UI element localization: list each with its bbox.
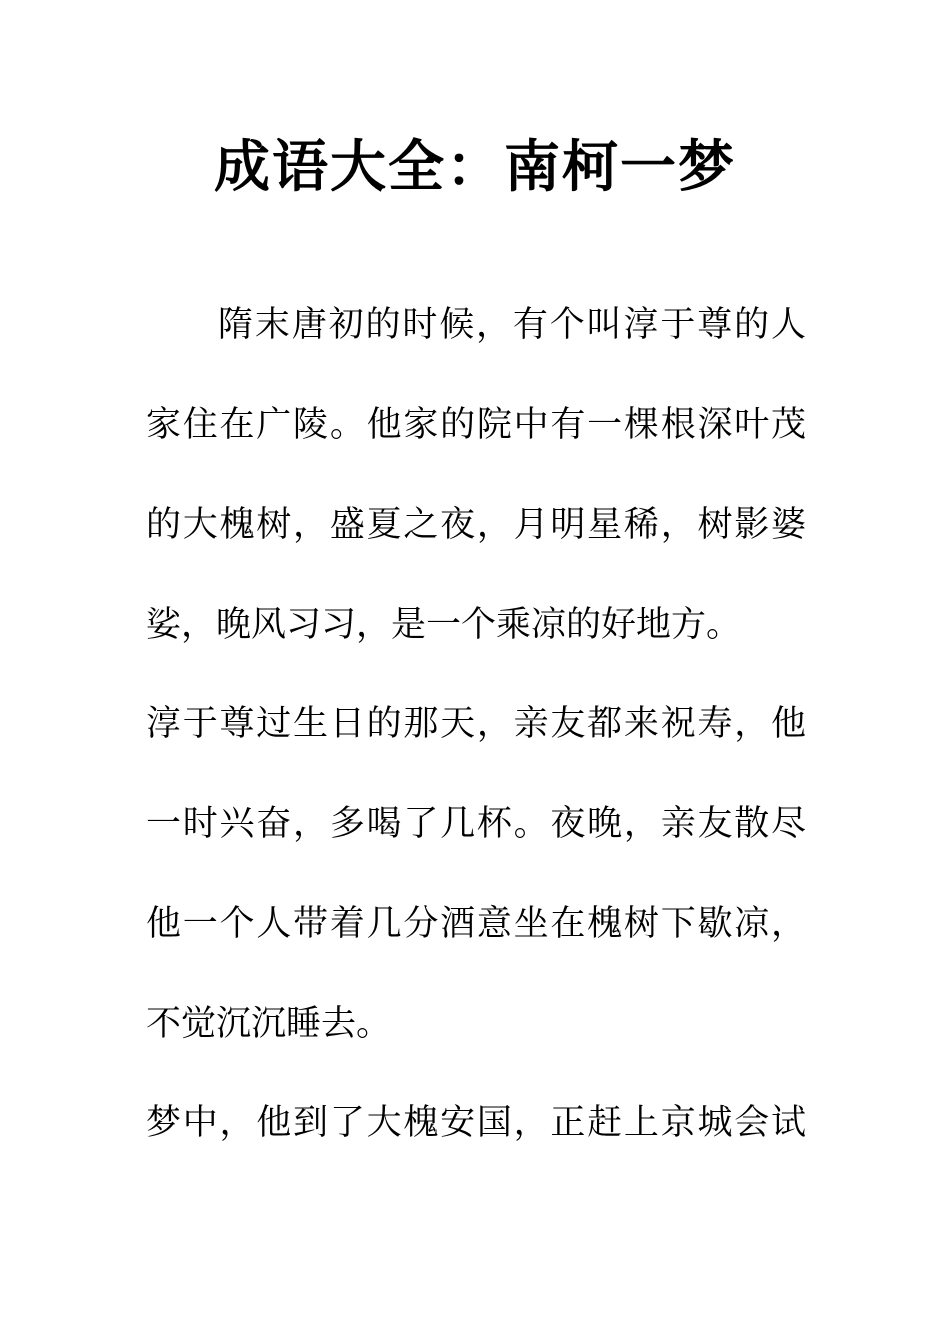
text-line: 隋末唐初的时候，有个叫淳于尊的人: [218, 305, 806, 345]
page-title: 成语大全：南柯一梦: [214, 135, 736, 200]
text-line: 的大槐树，盛夏之夜，月明星稀，树影婆: [146, 505, 806, 545]
text-line: 娑，晚风习习，是一个乘凉的好地方。: [146, 605, 742, 645]
text-line: 梦中，他到了大槐安国，正赶上京城会试: [146, 1103, 806, 1143]
text-line: 家住在广陵。他家的院中有一棵根深叶茂: [146, 405, 806, 445]
text-line: 他一个人带着几分酒意坐在槐树下歇凉，: [146, 904, 806, 944]
text-line: 一时兴奋，多喝了几杯。夜晚，亲友散尽: [146, 804, 806, 844]
text-line: 淳于尊过生日的那天，亲友都来祝寿，他: [146, 704, 806, 744]
text-line: 不觉沉沉睡去。: [146, 1004, 392, 1044]
